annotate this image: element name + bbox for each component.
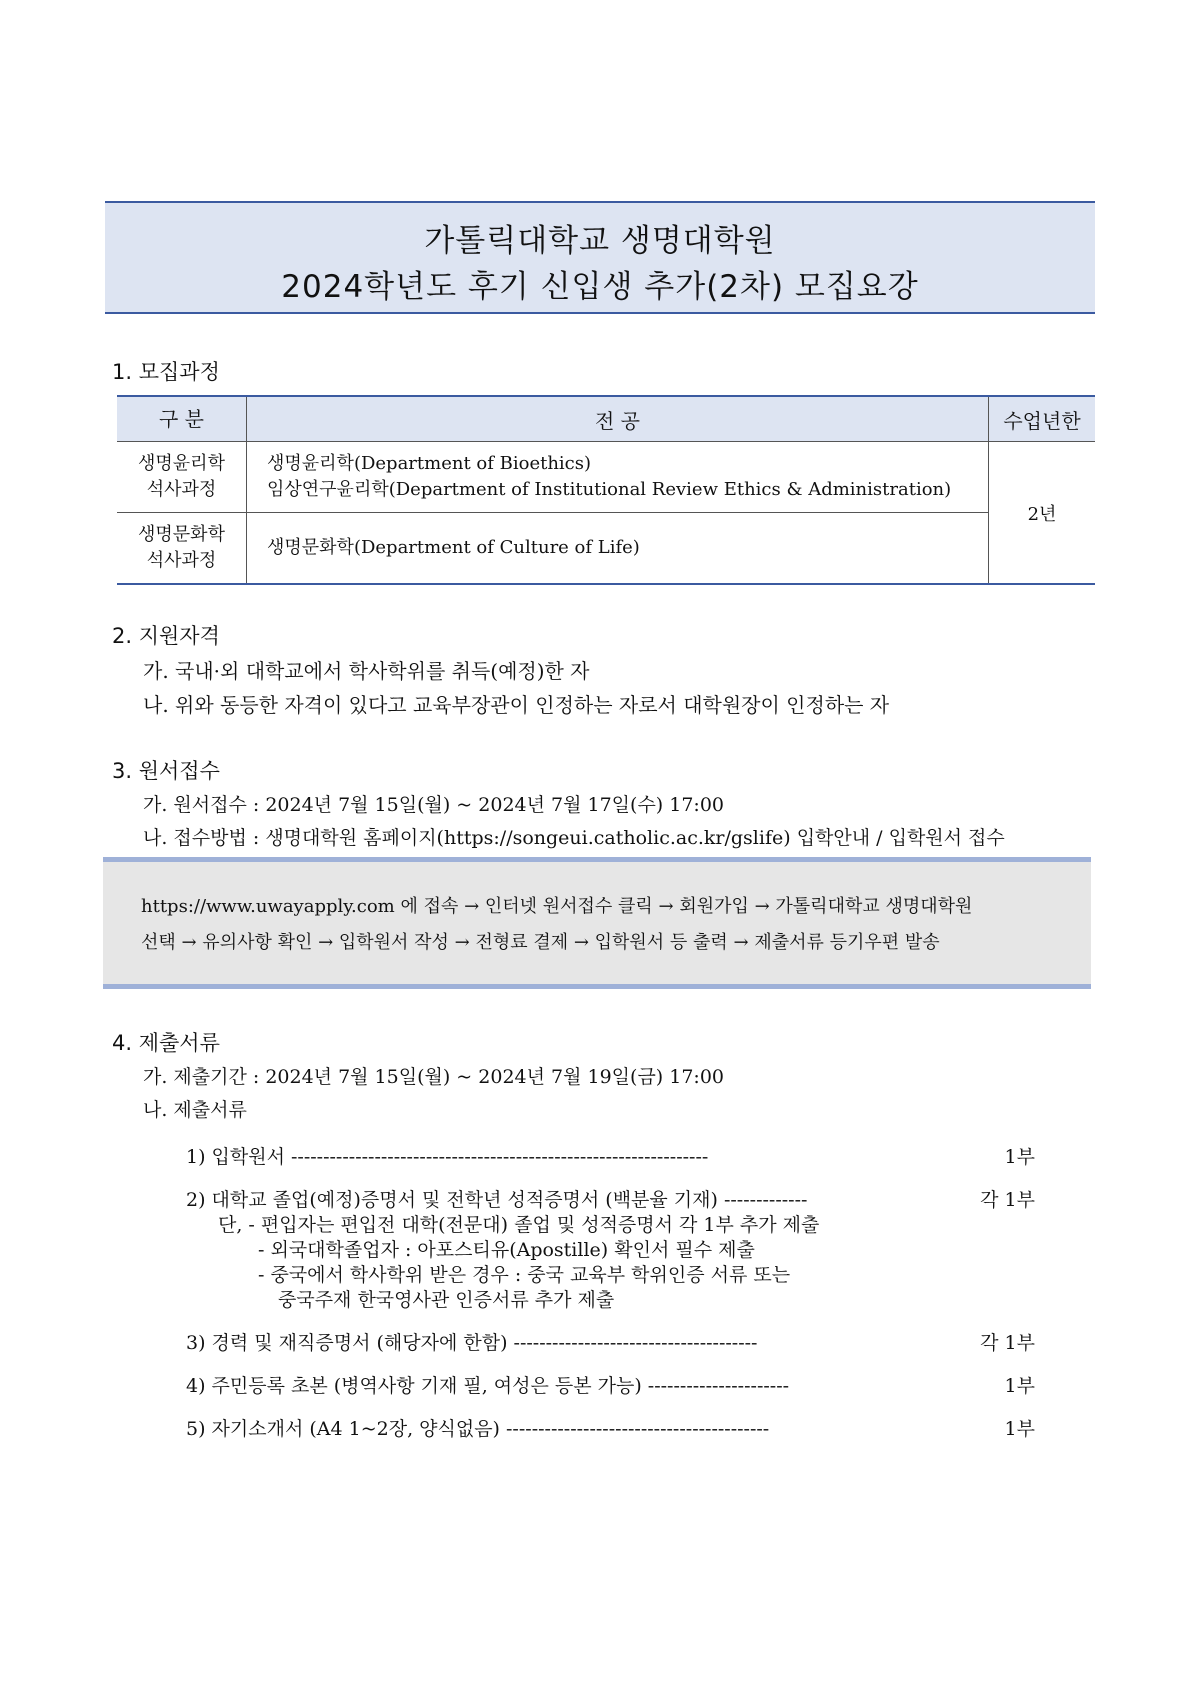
document-item: 5) 자기소개서 (A4 1~2장, 양식없음) ----------------------------------------- <box>186 1418 770 1440</box>
document-note: - 외국대학졸업자 : 아포스티유(Apostille) 확인서 필수 제출 <box>258 1239 755 1261</box>
document-item: 2) 대학교 졸업(예정)증명서 및 전학년 성적증명서 (백분율 기재) ------------- <box>186 1189 808 1211</box>
eligibility-item: 가. 국내·외 대학교에서 학사학위를 취득(예정)한 자 <box>143 659 590 683</box>
page-subtitle: 2024학년도 후기 신입생 추가(2차) 모집요강 <box>281 269 919 305</box>
section3-heading: 3. 원서접수 <box>112 759 220 783</box>
document-count: 1부 <box>1004 1146 1035 1168</box>
header-years: 수업년한 <box>989 396 1096 442</box>
documents-label: 나. 제출서류 <box>143 1099 247 1121</box>
application-steps-line: https://www.uwayapply.com 에 접속 → 인터넷 원서접수 클릭 → 회원가입 → 가톨릭대학교 생명대학원 <box>141 896 973 917</box>
header-category: 구 분 <box>117 396 247 442</box>
eligibility-item: 나. 위와 동등한 자격이 있다고 교육부장관이 인정하는 자로서 대학원장이 인정하는 자 <box>143 693 890 717</box>
category-cell: 생명문화학 석사과정 <box>117 513 247 585</box>
document-count: 1부 <box>1004 1418 1035 1440</box>
major-cell: 생명문화학(Department of Culture of Life) <box>247 513 989 585</box>
document-item: 3) 경력 및 재직증명서 (해당자에 한함) -------------------------------------- <box>186 1332 758 1354</box>
major-cell: 생명윤리학(Department of Bioethics) 임상연구윤리학(Department of Institutional Review Ethics & Administration) <box>247 442 989 513</box>
document-count: 1부 <box>1004 1375 1035 1397</box>
application-period: 가. 원서접수 : 2024년 7월 15일(월) ~ 2024년 7월 17일(수) 17:00 <box>143 794 725 816</box>
courses-table <box>117 395 1095 585</box>
document-count: 각 1부 <box>980 1189 1035 1211</box>
section1-heading: 1. 모집과정 <box>112 360 220 384</box>
years-cell: 2년 <box>989 442 1096 585</box>
application-method: 나. 접수방법 : 생명대학원 홈페이지(https://songeui.catholic.ac.kr/gslife) 입학안내 / 입학원서 접수 <box>143 827 1005 849</box>
submission-period: 가. 제출기간 : 2024년 7월 15일(월) ~ 2024년 7월 19일(금) 17:00 <box>143 1066 725 1088</box>
section4-heading: 4. 제출서류 <box>112 1031 220 1055</box>
title-box <box>105 201 1095 314</box>
category-cell: 생명윤리학 석사과정 <box>117 442 247 513</box>
application-steps-line: 선택 → 유의사항 확인 → 입학원서 작성 → 전형료 결제 → 입학원서 등 출력 → 제출서류 등기우편 발송 <box>141 932 940 953</box>
application-steps-box <box>103 857 1091 989</box>
document-note: 단, - 편입자는 편입전 대학(전문대) 졸업 및 성적증명서 각 1부 추가 제출 <box>218 1214 820 1236</box>
document-count: 각 1부 <box>980 1332 1035 1354</box>
table-row <box>117 513 1095 585</box>
section2-heading: 2. 지원자격 <box>112 624 220 648</box>
document-item: 1) 입학원서 ----------------------------------------------------------------- <box>186 1146 709 1168</box>
table-row <box>117 442 1095 513</box>
page-title: 가톨릭대학교 생명대학원 <box>424 223 776 259</box>
document-note: 중국주재 한국영사관 인증서류 추가 제출 <box>278 1289 615 1311</box>
header-major: 전 공 <box>247 396 989 442</box>
document-item: 4) 주민등록 초본 (병역사항 기재 필, 여성은 등본 가능) ---------------------- <box>186 1375 790 1397</box>
document-note: - 중국에서 학사학위 받은 경우 : 중국 교육부 학위인증 서류 또는 <box>258 1264 791 1286</box>
